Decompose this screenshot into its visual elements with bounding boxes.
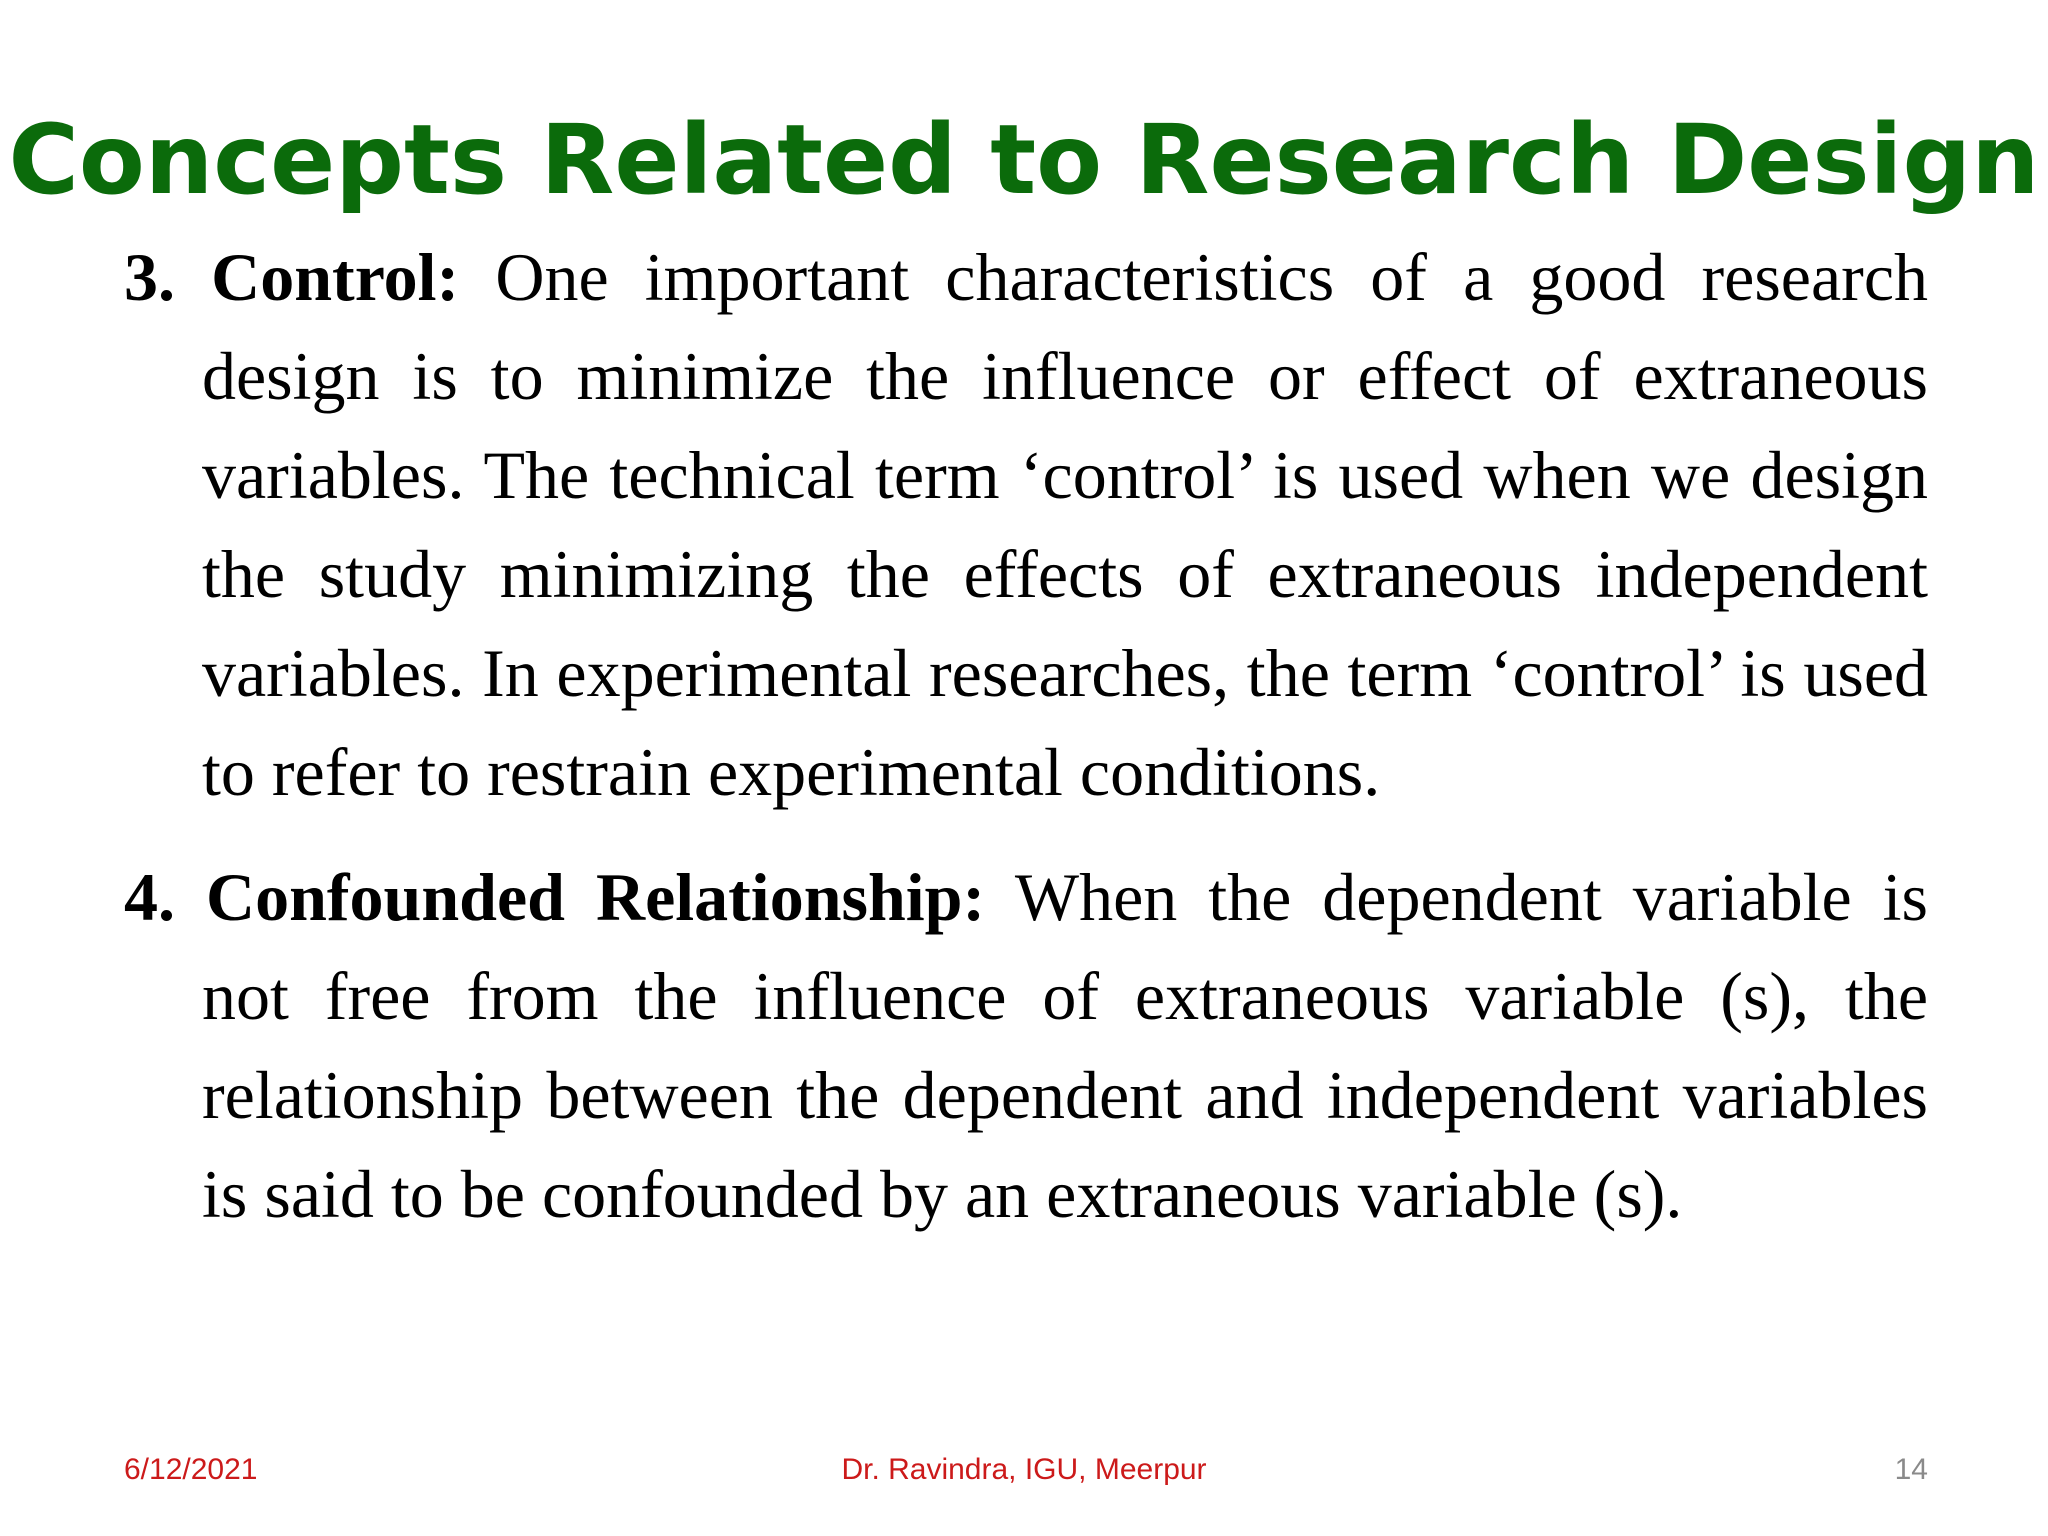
list-item-confounded-relationship [124, 848, 1928, 1244]
slide-content [124, 228, 1928, 1244]
footer-date: 6/12/2021 [124, 1453, 258, 1486]
slide-title: Concepts Related to Research Design [8, 104, 2040, 216]
item-text: One important characteristics of a good research design is to minimize the influence or effect of extraneous variables. The technical term ‘control’ is used when we design the study minimizing the effects of extraneous independent variables. In experimental researches, the term ‘control’ is used to refer to restrain experimental conditions. [202, 239, 1928, 810]
item-text: When the dependent variable is not free from the influence of extraneous variable (s), the relationship between the dependent and independent variables is said to be confounded by an extraneous variable (s). [202, 859, 1928, 1232]
item-label: 4. Confounded Relationship: [124, 859, 986, 935]
footer-author: Dr. Ravindra, IGU, Meerpur [841, 1453, 1207, 1486]
page-number: 14 [1894, 1453, 1928, 1486]
list-item-control [124, 228, 1928, 822]
item-label: 3. Control: [124, 239, 460, 315]
